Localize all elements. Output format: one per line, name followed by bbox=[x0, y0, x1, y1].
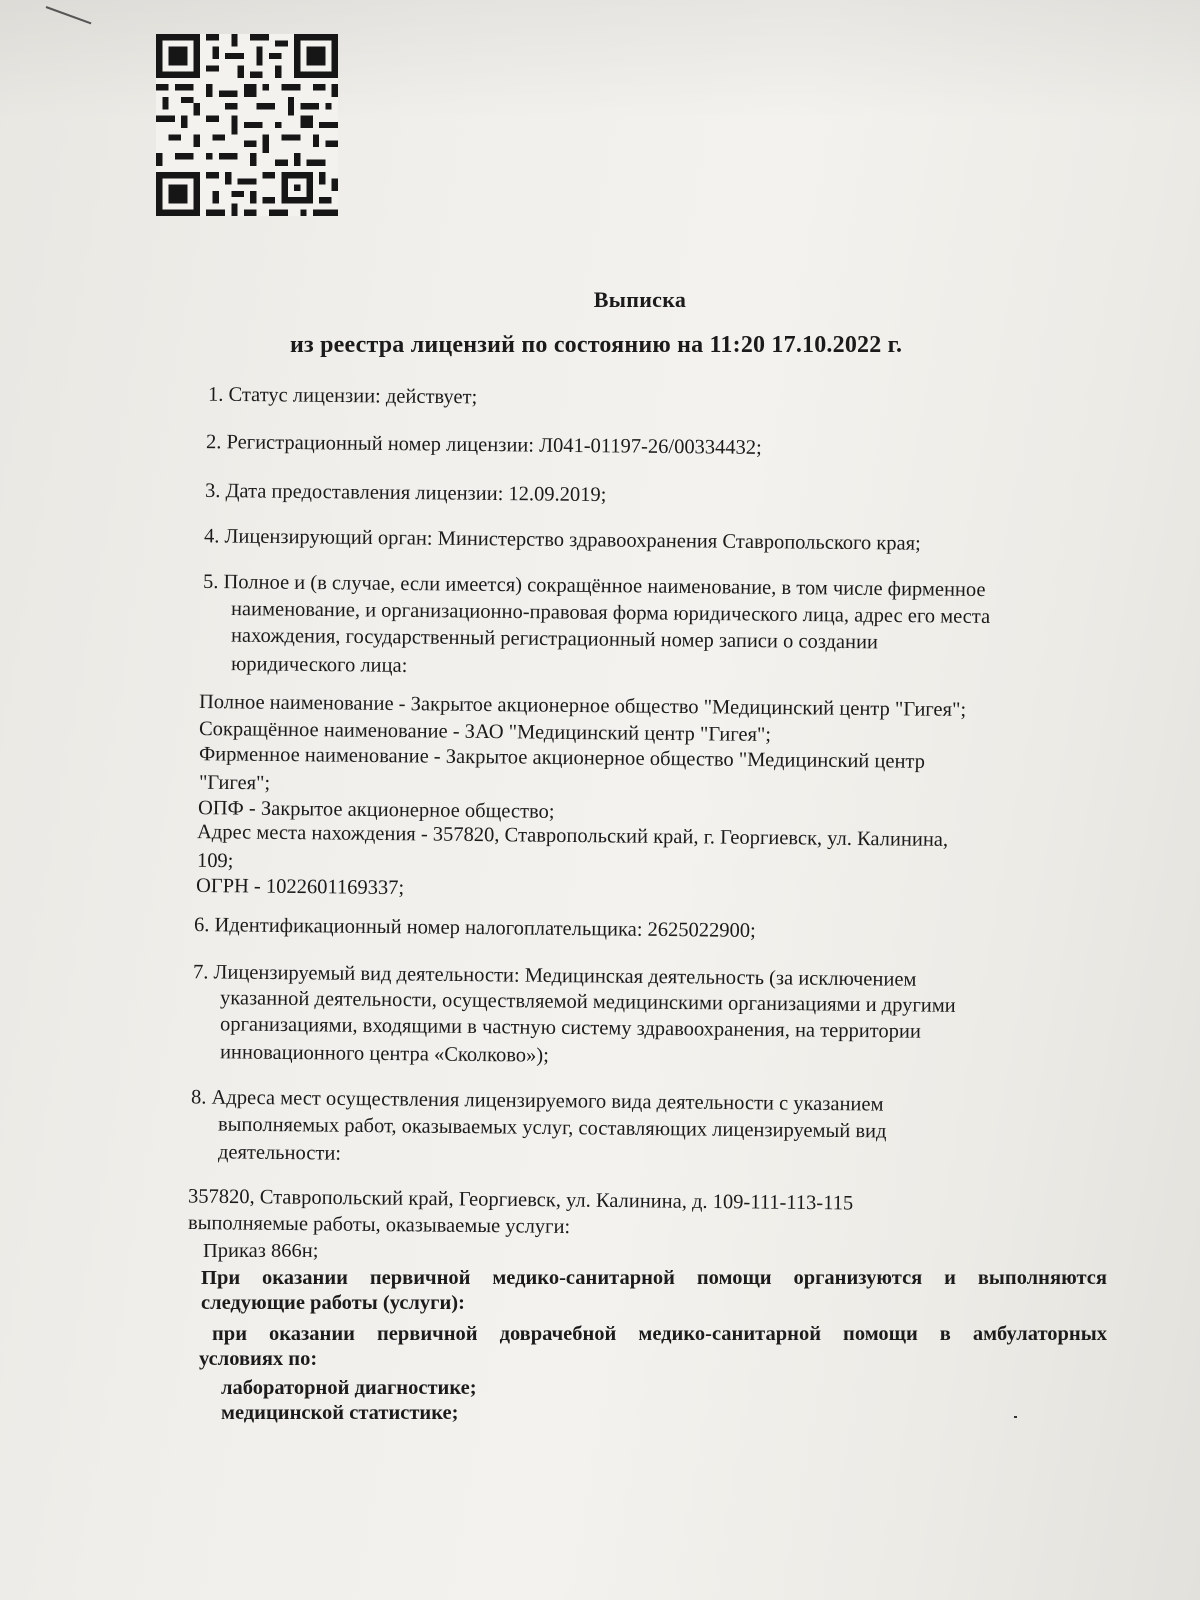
item-tax-id: 6. Идентификационный номер налогоплательщика: 2625022900; bbox=[193, 914, 756, 942]
org-ogrn: ОГРН - 1022601169337; bbox=[195, 874, 405, 900]
service-pre-medical-line-1: при оказании первичной доврачебной медико-санитарной помощи в амбулаторных bbox=[212, 1323, 1107, 1345]
item-8-line-2: выполняемых работ, оказываемых услуг, составляющих лицензируемый вид bbox=[217, 1113, 887, 1143]
item-issue-date: 3. Дата предоставления лицензии: 12.09.2019; bbox=[204, 479, 607, 507]
activity-services-label: выполняемые работы, оказываемые услуги: bbox=[187, 1211, 571, 1239]
org-address-line-2: 109; bbox=[196, 849, 234, 873]
item-registration-number: 2. Регистрационный номер лицензии: Л041-01197-26/00334432; bbox=[205, 431, 762, 459]
document-title: Выписка bbox=[593, 287, 687, 312]
org-brand-name-line-1: Фирменное наименование - Закрытое акционерное общество "Медицинский центр bbox=[198, 743, 926, 773]
service-order: Приказ 866н; bbox=[203, 1240, 319, 1262]
item-7-line-3: организациями, входящими в частную систему здравоохранения, на территории bbox=[219, 1013, 921, 1043]
service-primary-care-line-1: При оказании первичной медико-санитарной помощи организуются и выполняются bbox=[201, 1267, 1107, 1289]
service-lab-diagnostics: лабораторной диагностике; bbox=[221, 1377, 477, 1399]
item-7-line-4: инновационного центра «Сколково»); bbox=[219, 1041, 549, 1067]
item-7-line-2: указанной деятельности, осуществляемой медицинскими организациями и другими bbox=[219, 987, 956, 1017]
service-primary-care-line-2: следующие работы (услуги): bbox=[201, 1292, 465, 1314]
item-5-line-2: наименование, и организационно-правовая форма юридического лица, адрес его места bbox=[230, 598, 991, 628]
org-full-name: Полное наименование - Закрытое акционерное общество "Медицинский центр "Гигея"; bbox=[198, 690, 967, 722]
qr-code-icon bbox=[152, 34, 342, 216]
item-7-line-1: 7. Лицензируемый вид деятельности: Медицинская деятельность (за исключением bbox=[192, 961, 917, 991]
service-medical-statistics: медицинской статистике; bbox=[221, 1402, 459, 1424]
org-address-line-1: Адрес места нахождения - 357820, Ставропольский край, г. Георгиевск, ул. Калинина, bbox=[196, 821, 949, 851]
document-subtitle: из реестра лицензий по состоянию на 11:20 17.10.2022 г. bbox=[290, 332, 903, 358]
item-5-line-4: юридического лица: bbox=[230, 653, 408, 677]
item-5-line-1: 5. Полное и (в случае, если имеется) сокращённое наименование, в том числе фирменное bbox=[202, 570, 986, 602]
item-license-status: 1. Статус лицензии: действует; bbox=[207, 383, 478, 409]
item-8-line-1: 8. Адреса мест осуществления лицензируемого вида деятельности с указанием bbox=[190, 1086, 884, 1116]
service-pre-medical-line-2: условиях по: bbox=[199, 1348, 318, 1370]
item-8-line-3: деятельности: bbox=[217, 1141, 342, 1165]
org-brand-name-line-2: "Гигея"; bbox=[198, 771, 271, 795]
item-licensing-authority: 4. Лицензирующий орган: Министерство здравоохранения Ставропольского края; bbox=[203, 525, 921, 555]
org-legal-form: ОПФ - Закрытое акционерное общество; bbox=[197, 797, 555, 823]
item-5-line-3: нахождения, государственный регистрационный номер записи о создании bbox=[230, 624, 879, 654]
ink-speck bbox=[1014, 1416, 1017, 1418]
org-short-name: Сокращённое наименование - ЗАО "Медицинский центр "Гигея"; bbox=[198, 718, 772, 746]
activity-address: 357820, Ставропольский край, Георгиевск, ул. Калинина, д. 109-111-113-115 bbox=[187, 1185, 854, 1215]
